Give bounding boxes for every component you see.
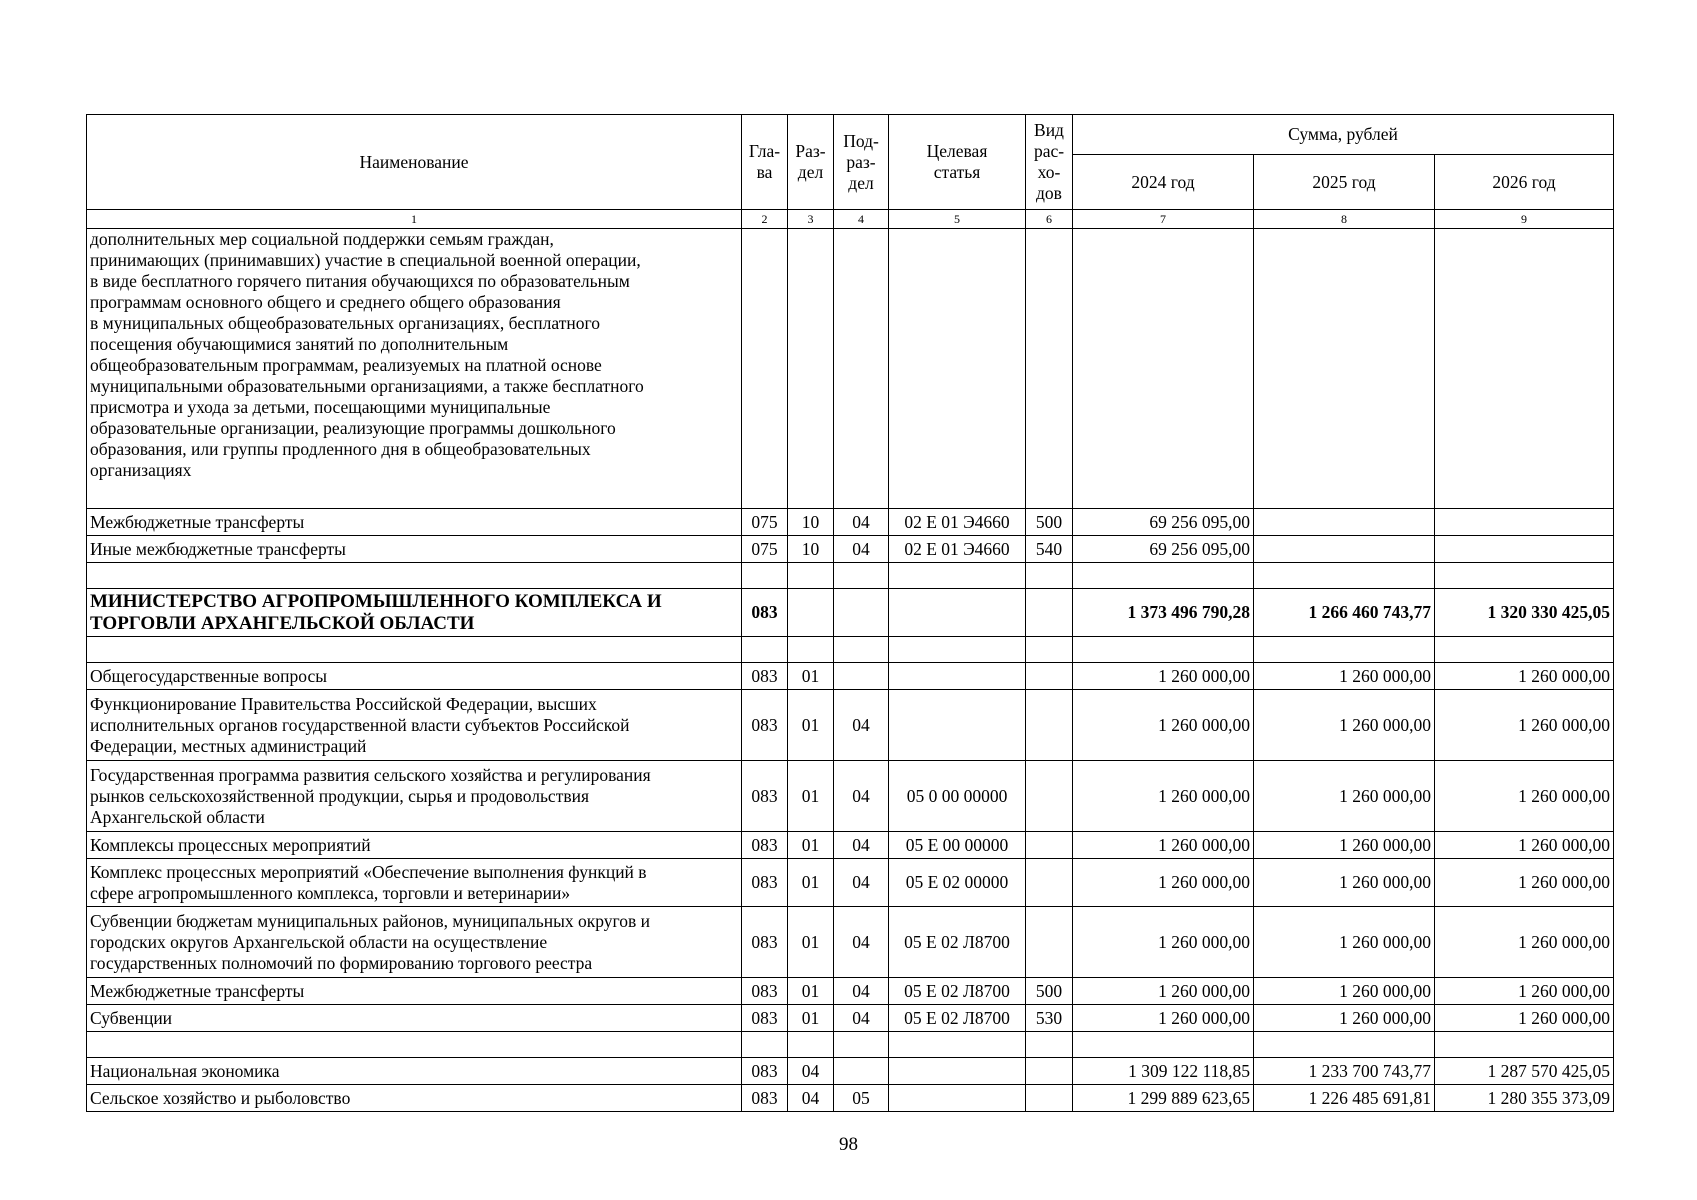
header-expense-type: Вид рас- хо- дов [1026,115,1073,210]
chapter-code: 083 [742,859,788,907]
subsection-code: 04 [834,536,889,563]
column-number: 1 [87,210,742,229]
empty-cell [87,1032,742,1058]
empty-cell [87,637,742,663]
empty-cell [1254,637,1435,663]
empty-cell [1254,1032,1435,1058]
subsection-code [834,663,889,690]
header-2024: 2024 год [1073,155,1254,210]
table-row [87,536,1614,563]
table-row [87,1085,1614,1112]
table-row [87,1005,1614,1032]
target-article [889,229,1026,509]
sum-2026: 1 287 570 425,05 [1435,1058,1614,1085]
chapter-code: 083 [742,907,788,978]
item-name: Субвенции бюджетам муниципальных районов, муниципальных округов и городских округов Архангельской области на осуществление государственных полномочий по формированию торгового реестра [87,907,742,978]
item-name: дополнительных мер социальной поддержки семьям граждан, принимающих (принимавших) участие в специальной военной операции, в виде бесплатного горячего питания обучающихся по образовательным программам основного общего и среднего общего образования в муниципальных общеобразовательных организациях, бесплатного посещения обучающимися занятий по дополнительным общеобразовательным программам, реализуемых на платной основе муниципальными образовательными организациями, а также бесплатного присмотра и ухода за детьми, посещающими муниципальные образовательные организации, реализующие программы дошкольного образования, или группы продленного дня в общеобразовательных организациях [87,229,742,509]
budget-table [86,114,1614,1112]
empty-cell [1254,563,1435,589]
sum-2024: 1 260 000,00 [1073,761,1254,832]
sum-2025: 1 260 000,00 [1254,1005,1435,1032]
empty-cell [788,563,834,589]
section-code: 01 [788,907,834,978]
sum-2025 [1254,509,1435,536]
column-number: 9 [1435,210,1614,229]
sum-2024: 1 260 000,00 [1073,907,1254,978]
sum-2025 [1254,536,1435,563]
sum-2026: 1 260 000,00 [1435,907,1614,978]
section-code: 01 [788,663,834,690]
page-number: 98 [839,1134,858,1155]
section-code: 01 [788,978,834,1005]
subsection-code [834,589,889,637]
column-number: 3 [788,210,834,229]
item-name: Комплексы процессных мероприятий [87,832,742,859]
sum-2025: 1 260 000,00 [1254,907,1435,978]
sum-2026: 1 260 000,00 [1435,690,1614,761]
subsection-code: 04 [834,1005,889,1032]
empty-cell [742,1032,788,1058]
empty-cell [889,637,1026,663]
sum-2026: 1 260 000,00 [1435,978,1614,1005]
target-article [889,1058,1026,1085]
target-article: 05 Е 02 Л8700 [889,907,1026,978]
section-code: 01 [788,832,834,859]
item-name: Межбюджетные трансферты [87,978,742,1005]
expense-type-code: 530 [1026,1005,1073,1032]
expense-type-code [1026,229,1073,509]
subsection-code [834,1058,889,1085]
empty-cell [1073,1032,1254,1058]
table-row [87,509,1614,536]
sum-2025: 1 260 000,00 [1254,761,1435,832]
spacer-row [87,563,1614,589]
header-2026: 2026 год [1435,155,1614,210]
sum-2025: 1 260 000,00 [1254,978,1435,1005]
empty-cell [834,637,889,663]
sum-2024: 1 260 000,00 [1073,978,1254,1005]
empty-cell [834,563,889,589]
empty-cell [889,1032,1026,1058]
item-name: Межбюджетные трансферты [87,509,742,536]
expense-type-code [1026,663,1073,690]
subsection-code: 04 [834,907,889,978]
target-article [889,663,1026,690]
expense-type-code [1026,859,1073,907]
item-name: Комплекс процессных мероприятий «Обеспечение выполнения функций в сфере агропромышленного комплекса, торговли и ветеринарии» [87,859,742,907]
target-article: 05 Е 02 00000 [889,859,1026,907]
header-target: Целевая статья [889,115,1026,210]
table-row [87,589,1614,637]
sum-2024: 1 373 496 790,28 [1073,589,1254,637]
section-code: 01 [788,1005,834,1032]
column-number: 7 [1073,210,1254,229]
expense-type-code [1026,1058,1073,1085]
sum-2024 [1073,229,1254,509]
sum-2026: 1 260 000,00 [1435,1005,1614,1032]
sum-2025: 1 260 000,00 [1254,663,1435,690]
item-name: Функционирование Правительства Российской Федерации, высших исполнительных органов государственной власти субъектов Российской Федерации, местных администраций [87,690,742,761]
column-numbers-row [87,210,1614,229]
table-row [87,832,1614,859]
target-article [889,690,1026,761]
sum-2026: 1 260 000,00 [1435,663,1614,690]
subsection-code: 05 [834,1085,889,1112]
item-name: МИНИСТЕРСТВО АГРОПРОМЫШЛЕННОГО КОМПЛЕКСА И ТОРГОВЛИ АРХАНГЕЛЬСКОЙ ОБЛАСТИ [87,589,742,637]
sum-2025: 1 260 000,00 [1254,690,1435,761]
section-code: 04 [788,1085,834,1112]
target-article: 02 Е 01 Э4660 [889,509,1026,536]
item-name: Субвенции [87,1005,742,1032]
sum-2024: 69 256 095,00 [1073,536,1254,563]
sum-2024: 1 299 889 623,65 [1073,1085,1254,1112]
sum-2026: 1 280 355 373,09 [1435,1085,1614,1112]
item-name: Иные межбюджетные трансферты [87,536,742,563]
section-code: 04 [788,1058,834,1085]
subsection-code [834,229,889,509]
empty-cell [742,637,788,663]
table-row [87,1058,1614,1085]
sum-2026 [1435,536,1614,563]
table-row [87,907,1614,978]
expense-type-code: 500 [1026,978,1073,1005]
empty-cell [834,1032,889,1058]
spacer-row [87,1032,1614,1058]
empty-cell [1026,637,1073,663]
section-code: 01 [788,761,834,832]
sum-2024: 69 256 095,00 [1073,509,1254,536]
header-section: Раз- дел [788,115,834,210]
sum-2025: 1 266 460 743,77 [1254,589,1435,637]
subsection-code: 04 [834,690,889,761]
column-number: 4 [834,210,889,229]
header-chapter: Гла- ва [742,115,788,210]
target-article: 05 Е 02 Л8700 [889,1005,1026,1032]
expense-type-code [1026,690,1073,761]
item-name: Государственная программа развития сельского хозяйства и регулирования рынков сельскохозяйственной продукции, сырья и продовольствия Архангельской области [87,761,742,832]
empty-cell [1435,1032,1614,1058]
empty-cell [742,563,788,589]
section-code: 10 [788,536,834,563]
item-name: Национальная экономика [87,1058,742,1085]
sum-2026: 1 260 000,00 [1435,859,1614,907]
sum-2026: 1 260 000,00 [1435,832,1614,859]
chapter-code [742,229,788,509]
table-row [87,761,1614,832]
sum-2025 [1254,229,1435,509]
chapter-code: 083 [742,663,788,690]
expense-type-code [1026,589,1073,637]
header-2025: 2025 год [1254,155,1435,210]
sum-2024: 1 260 000,00 [1073,663,1254,690]
section-code: 01 [788,690,834,761]
target-article [889,1085,1026,1112]
chapter-code: 083 [742,690,788,761]
sum-2024: 1 260 000,00 [1073,690,1254,761]
subsection-code: 04 [834,832,889,859]
column-number: 5 [889,210,1026,229]
chapter-code: 083 [742,832,788,859]
sum-2026: 1 260 000,00 [1435,761,1614,832]
target-article: 02 Е 01 Э4660 [889,536,1026,563]
empty-cell [1026,1032,1073,1058]
target-article: 05 Е 00 00000 [889,832,1026,859]
expense-type-code [1026,832,1073,859]
empty-cell [889,563,1026,589]
sum-2025: 1 260 000,00 [1254,859,1435,907]
sum-2025: 1 226 485 691,81 [1254,1085,1435,1112]
subsection-code: 04 [834,509,889,536]
chapter-code: 083 [742,1085,788,1112]
empty-cell [1435,637,1614,663]
empty-cell [788,1032,834,1058]
header-subsection: Под- раз- дел [834,115,889,210]
sum-2024: 1 260 000,00 [1073,1005,1254,1032]
subsection-code: 04 [834,859,889,907]
section-code [788,589,834,637]
subsection-code: 04 [834,978,889,1005]
chapter-code: 083 [742,978,788,1005]
empty-cell [1026,563,1073,589]
item-name: Общегосударственные вопросы [87,663,742,690]
sum-2026 [1435,229,1614,509]
chapter-code: 083 [742,1058,788,1085]
target-article: 05 Е 02 Л8700 [889,978,1026,1005]
empty-cell [1073,563,1254,589]
expense-type-code [1026,907,1073,978]
table-row [87,978,1614,1005]
empty-cell [87,563,742,589]
section-code: 01 [788,859,834,907]
item-name: Сельское хозяйство и рыболовство [87,1085,742,1112]
empty-cell [1435,563,1614,589]
sum-2024: 1 260 000,00 [1073,832,1254,859]
table-row [87,859,1614,907]
sum-2025: 1 260 000,00 [1254,832,1435,859]
subsection-code: 04 [834,761,889,832]
column-number: 8 [1254,210,1435,229]
expense-type-code [1026,1085,1073,1112]
sum-2026: 1 320 330 425,05 [1435,589,1614,637]
expense-type-code [1026,761,1073,832]
target-article [889,589,1026,637]
spacer-row [87,637,1614,663]
header-sum: Сумма, рублей [1073,115,1614,155]
column-number: 2 [742,210,788,229]
empty-cell [1073,637,1254,663]
table-row [87,690,1614,761]
section-code: 10 [788,509,834,536]
target-article: 05 0 00 00000 [889,761,1026,832]
section-code [788,229,834,509]
chapter-code: 075 [742,509,788,536]
sum-2025: 1 233 700 743,77 [1254,1058,1435,1085]
sum-2024: 1 260 000,00 [1073,859,1254,907]
chapter-code: 083 [742,1005,788,1032]
expense-type-code: 540 [1026,536,1073,563]
header-name: Наименование [87,115,742,210]
chapter-code: 083 [742,589,788,637]
expense-type-code: 500 [1026,509,1073,536]
empty-cell [788,637,834,663]
sum-2026 [1435,509,1614,536]
chapter-code: 075 [742,536,788,563]
table-row [87,663,1614,690]
column-number: 6 [1026,210,1073,229]
table-row [87,229,1614,509]
sum-2024: 1 309 122 118,85 [1073,1058,1254,1085]
chapter-code: 083 [742,761,788,832]
